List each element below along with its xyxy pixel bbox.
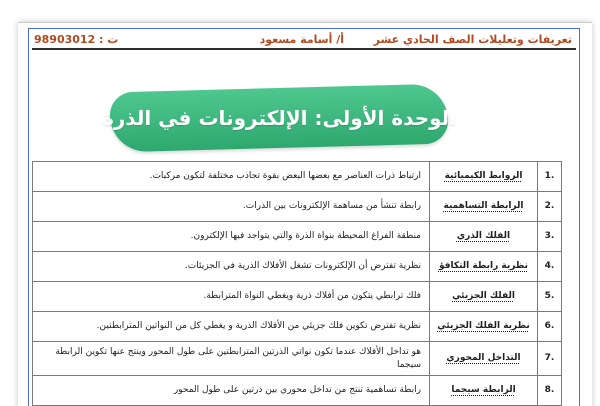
term-cell: الفلك الجزيئي bbox=[430, 282, 538, 312]
definition-cell: رابطة تساهمية تنتج من تداخل محوري بين ذرتين على طول المحور bbox=[33, 376, 430, 406]
term-cell: نظرية الفلك الجزيئي bbox=[430, 312, 538, 342]
definition-cell: هو تداخل الأفلاك عندما تكون نواتي الذرتين المترابطتين على طول المحور وينتج عنها تكوين الرابطة سيجما bbox=[33, 342, 430, 376]
definition-cell: فلك ترابطي يتكون من أفلاك ذرية ويغطي النواة المترابطة. bbox=[33, 282, 430, 312]
table-row bbox=[33, 222, 562, 252]
table-row bbox=[33, 252, 562, 282]
definition-cell: نظرية تفترض أن الإلكترونات تشغل الأفلاك الذرية في الجزيئات. bbox=[33, 252, 430, 282]
row-number: .6 bbox=[538, 312, 562, 342]
term-cell: التداخل المحوري bbox=[430, 342, 538, 376]
page-header bbox=[32, 33, 576, 49]
term-cell: الرابطة سيجما bbox=[430, 376, 538, 406]
header-rule bbox=[32, 48, 576, 50]
unit-title: الوحدة الأولى: الإلكترونات في الذرة bbox=[101, 106, 457, 130]
term-cell: الفلك الذري bbox=[430, 222, 538, 252]
unit-banner-text-wrap bbox=[101, 96, 457, 140]
term-cell: الروابط الكيميائية bbox=[430, 162, 538, 192]
term-cell: الرابطة التساهمية bbox=[430, 192, 538, 222]
row-number: .8 bbox=[538, 376, 562, 406]
row-number: .3 bbox=[538, 222, 562, 252]
definition-cell: منطقة الفراغ المحيطة بنواة الذرة والتي يتواجد فيها الإلكترون. bbox=[33, 222, 430, 252]
term-cell: نظرية رابطة التكافؤ bbox=[430, 252, 538, 282]
row-number: .1 bbox=[538, 162, 562, 192]
table-row bbox=[33, 342, 562, 376]
row-number: .4 bbox=[538, 252, 562, 282]
definition-cell: رابطة تنشأ من مساهمة الإلكترونات بين الذرات. bbox=[33, 192, 430, 222]
definitions-table bbox=[32, 161, 562, 406]
header-phone: 98903012 : ت bbox=[34, 33, 119, 46]
row-number: .7 bbox=[538, 342, 562, 376]
table-row bbox=[33, 162, 562, 192]
table-row bbox=[33, 312, 562, 342]
table-row bbox=[33, 192, 562, 222]
row-number: .5 bbox=[538, 282, 562, 312]
table-row bbox=[33, 376, 562, 406]
header-teacher: أ/ أسامة مسعود bbox=[259, 33, 344, 46]
definition-cell: نظرية تفترض تكوين فلك جزيئي من الأفلاك الذرية و يغطي كل من النواتين المترابطتين. bbox=[33, 312, 430, 342]
row-number: .2 bbox=[538, 192, 562, 222]
header-title: تعريفات وتعليلات الصف الحادي عشر bbox=[373, 33, 572, 46]
definition-cell: ارتباط ذرات العناصر مع بعضها البعض بقوة تجاذب مختلفة لتكون مركبات. bbox=[33, 162, 430, 192]
table-row bbox=[33, 282, 562, 312]
